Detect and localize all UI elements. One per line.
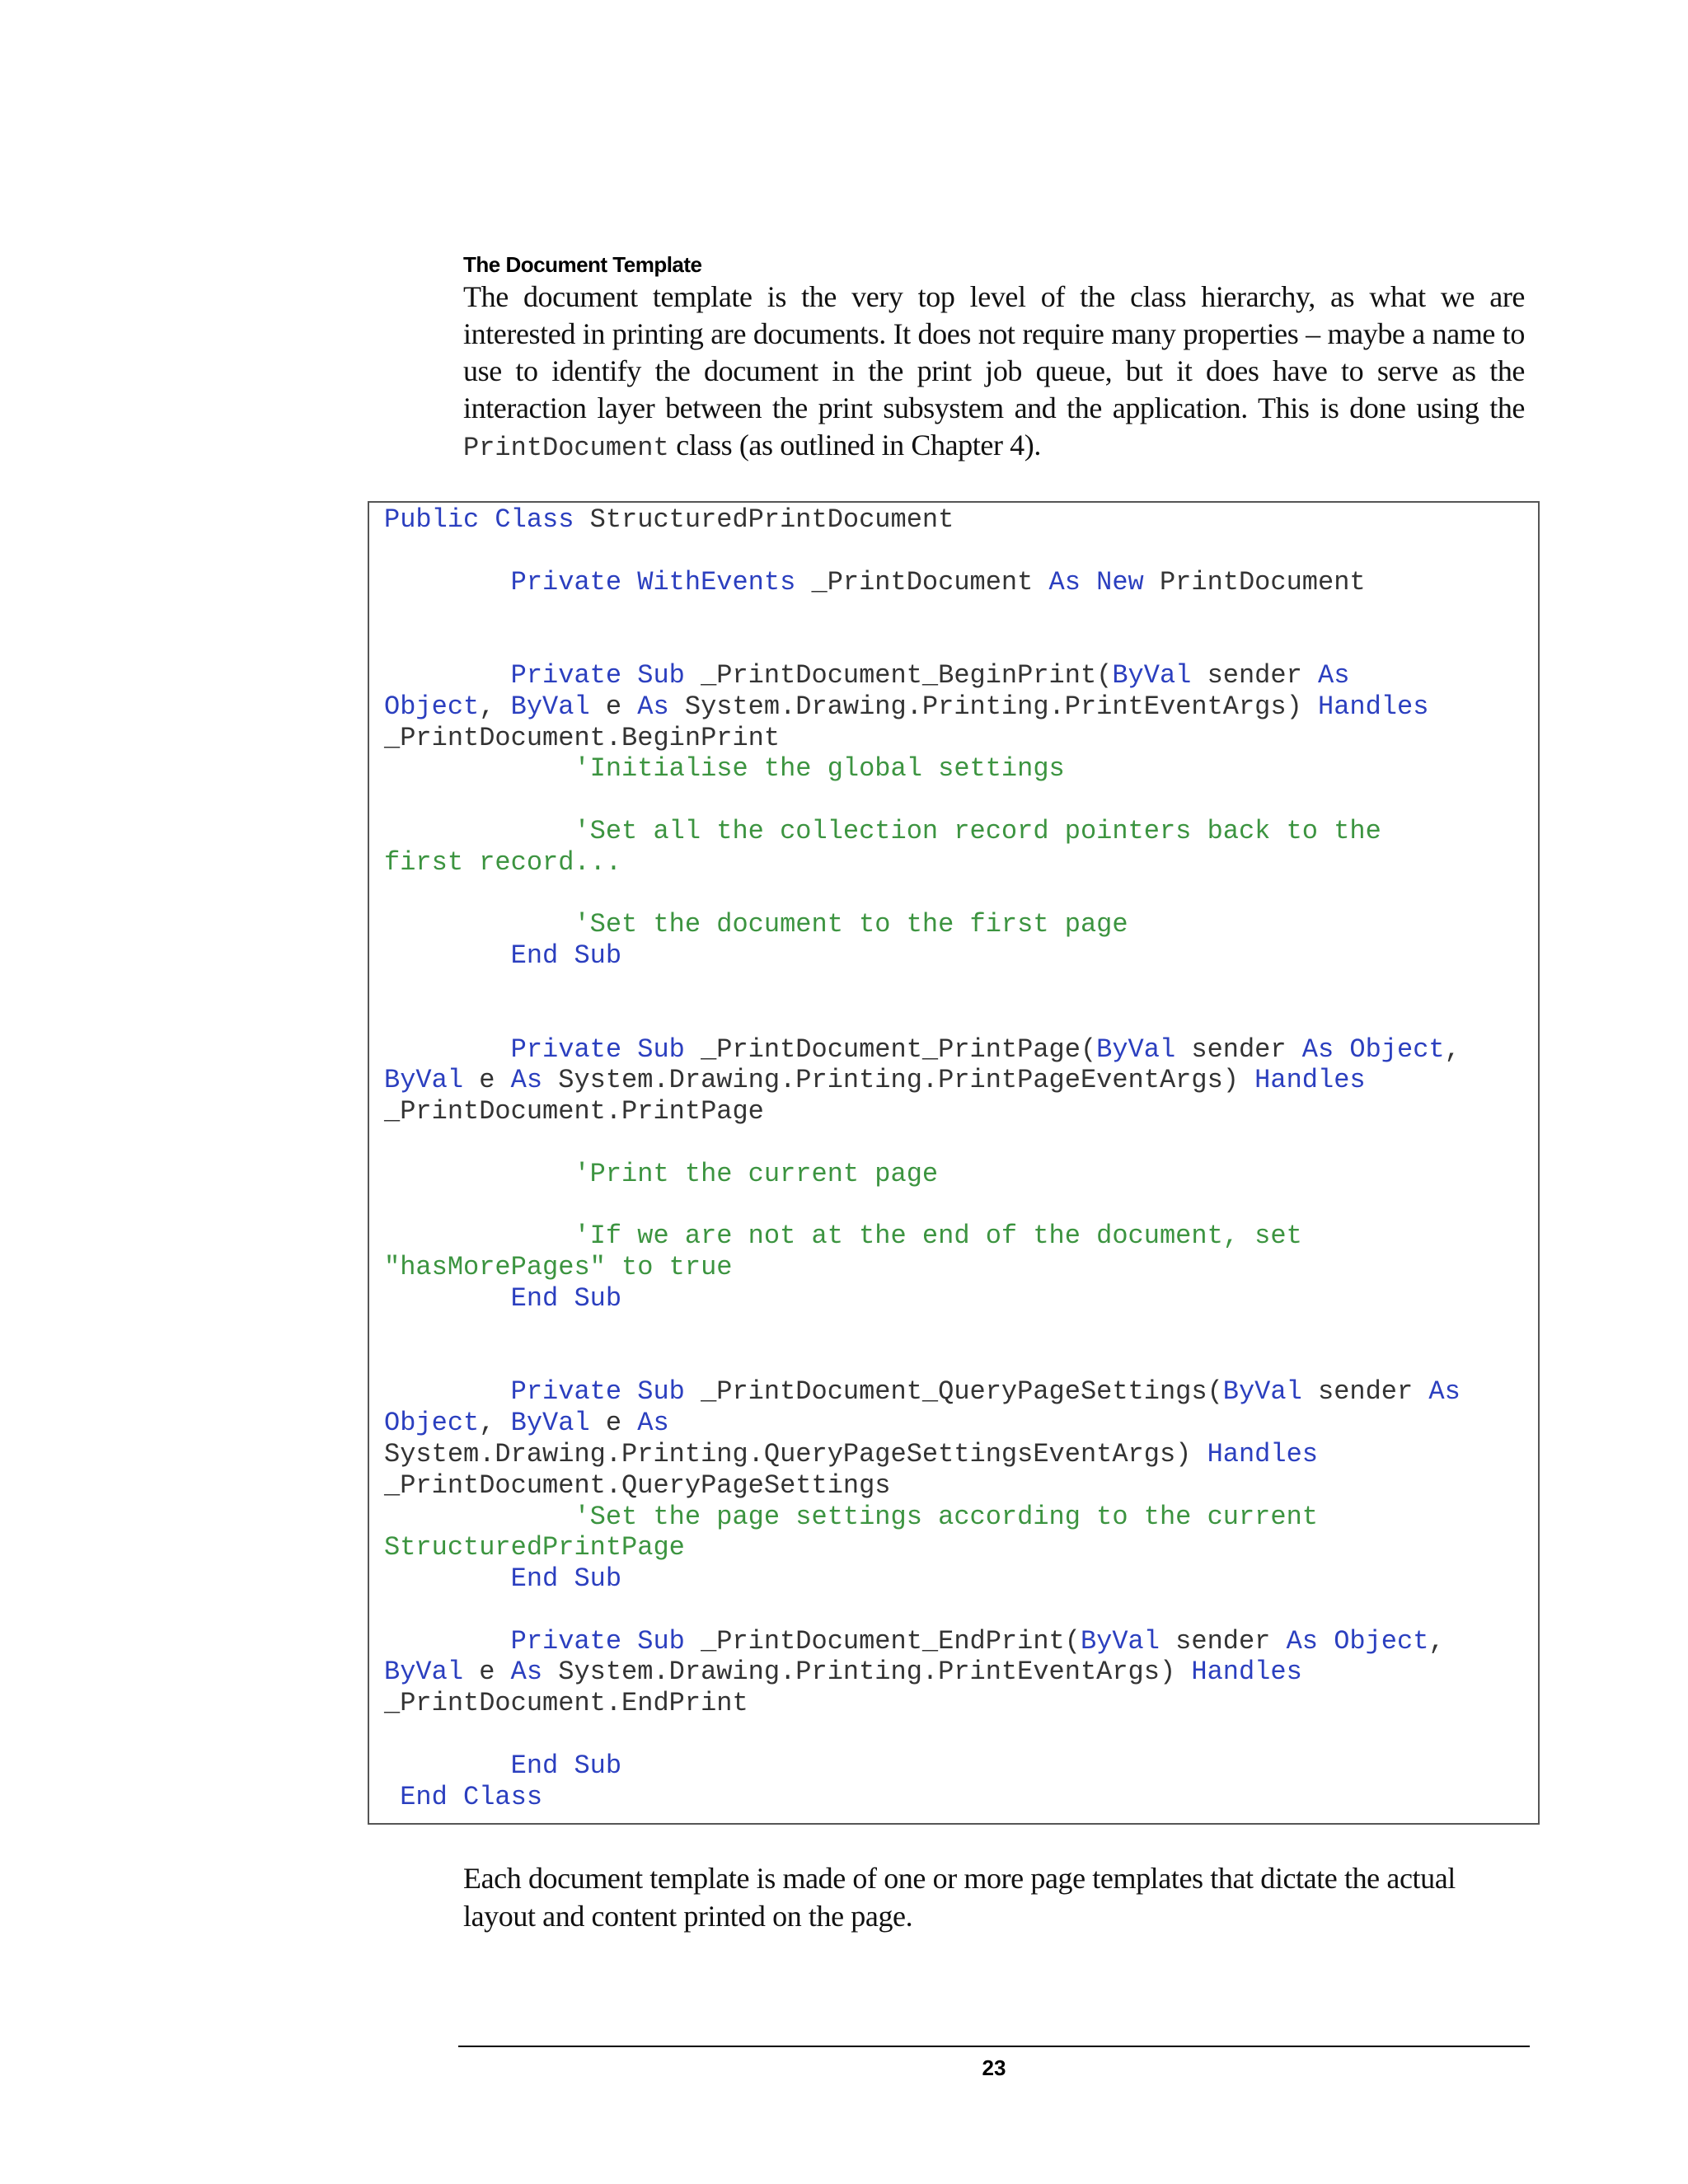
code-keyword: As [1428, 1376, 1461, 1408]
code-keyword: As Object [1286, 1625, 1429, 1657]
code-line [384, 1283, 1461, 1315]
code-comment: 'Set the page settings according to the current [574, 1501, 1318, 1532]
code-line [384, 1159, 1461, 1190]
code-line [384, 660, 1461, 691]
code-keyword: Private Sub [510, 1376, 685, 1408]
code-comment: 'Initialise the global settings [574, 753, 1065, 785]
code-text: , [479, 691, 511, 722]
code-line [384, 1657, 1461, 1688]
code-text: _PrintDocument_PrintPage( [684, 1033, 1097, 1065]
code-keyword: ByVal [1112, 659, 1192, 691]
intro-text-after: class (as outlined in Chapter 4). [668, 429, 1041, 462]
code-text [384, 1626, 511, 1657]
code-line [384, 1532, 1461, 1563]
section-heading: The Document Template [463, 252, 702, 277]
code-keyword: Public Class [384, 504, 574, 535]
code-keyword: Handles [1254, 1065, 1366, 1096]
code-line [384, 1750, 1461, 1782]
code-keyword: ByVal [384, 1657, 464, 1688]
code-text [384, 909, 574, 940]
code-line [384, 940, 1461, 972]
code-keyword: As [510, 1657, 543, 1688]
code-keyword: End Sub [510, 1750, 622, 1781]
code-keyword: Private Sub [510, 1625, 685, 1657]
code-keyword: As [637, 1408, 669, 1439]
code-line [384, 816, 1461, 847]
code-text: sender [1159, 1625, 1287, 1657]
code-text [384, 1376, 511, 1407]
code-text: System.Drawing.Printing.PrintEventArgs) [668, 691, 1318, 722]
code-keyword: As [510, 1065, 543, 1096]
code-comment: 'If we are not at the end of the document, set [574, 1221, 1302, 1252]
code-line [384, 1563, 1461, 1595]
code-text: sender [1191, 659, 1318, 691]
code-keyword: Private WithEvents [510, 566, 796, 598]
code-text [384, 567, 511, 598]
code-line [384, 909, 1461, 940]
code-keyword: ByVal [1096, 1033, 1176, 1065]
code-line [384, 1439, 1461, 1470]
code-text: sender [1301, 1376, 1429, 1408]
code-line [384, 1719, 1461, 1750]
code-line [384, 753, 1461, 785]
code-keyword: Handles [1207, 1438, 1318, 1469]
code-keyword: ByVal [1222, 1376, 1302, 1408]
intro-text-before: The document template is the very top level of the class hierarchy, as what we are interested in printing are documents. It does not require many properties – maybe a name to use to identify the document in the print job queue, but it does have to serve as the interaction layer between the print subsystem and the application. This is done using the [463, 280, 1525, 424]
code-text: e [463, 1657, 511, 1688]
code-text [384, 1782, 400, 1812]
code-line [384, 1034, 1461, 1066]
code-text [384, 816, 574, 846]
code-text [384, 753, 574, 784]
code-comment: 'Print the current page [574, 1158, 939, 1189]
code-comment: 'Set the document to the first page [574, 909, 1128, 940]
code-line [384, 1408, 1461, 1439]
outro-paragraph: Each document template is made of one or more page templates that dictate the actual layout and content printed on the page. [463, 1862, 1456, 1933]
code-text: _PrintDocument.BeginPrint [384, 722, 781, 753]
code-text: , [1428, 1625, 1445, 1657]
code-line [384, 847, 1461, 879]
code-keyword: End Sub [510, 1563, 622, 1595]
code-keyword: Object [384, 1408, 480, 1439]
code-text: _PrintDocument_QueryPageSettings( [684, 1376, 1223, 1408]
code-line [384, 879, 1461, 910]
code-text [384, 1159, 574, 1189]
code-text: e [589, 1408, 638, 1439]
code-line [384, 1688, 1461, 1719]
code-text: e [463, 1065, 511, 1096]
code-line [384, 1127, 1461, 1159]
code-text [384, 1563, 511, 1594]
code-text: PrintDocument [1143, 566, 1366, 598]
code-keyword: Private Sub [510, 659, 685, 691]
code-keyword: ByVal [510, 1408, 590, 1439]
code-line [384, 567, 1461, 598]
code-text: sender [1175, 1033, 1302, 1065]
code-line [384, 1221, 1461, 1252]
code-line [384, 504, 1461, 536]
code-keyword: End Sub [510, 1282, 622, 1314]
code-keyword: ByVal [384, 1065, 464, 1096]
code-comment: "hasMorePages" to true [384, 1252, 733, 1283]
inline-code-printdocument: PrintDocument [463, 433, 669, 463]
code-text: _PrintDocument_EndPrint( [684, 1625, 1081, 1657]
code-text: _PrintDocument_BeginPrint( [684, 659, 1113, 691]
code-line [384, 1782, 1461, 1813]
code-keyword: ByVal [510, 691, 590, 722]
code-comment: StructuredPrintPage [384, 1532, 685, 1563]
code-keyword: As [1317, 659, 1350, 691]
code-keyword: As New [1048, 566, 1144, 598]
code-text: _PrintDocument.PrintPage [384, 1096, 764, 1127]
code-line [384, 1252, 1461, 1283]
code-text: _PrintDocument.EndPrint [384, 1688, 748, 1719]
intro-paragraph [463, 279, 1525, 466]
code-listing [384, 504, 1461, 1812]
code-text: e [589, 691, 638, 722]
code-text: , [479, 1408, 511, 1439]
code-line [384, 629, 1461, 660]
code-line [384, 1626, 1461, 1657]
code-line [384, 536, 1461, 567]
code-keyword: As Object [1301, 1033, 1445, 1065]
code-line [384, 1003, 1461, 1034]
code-line [384, 723, 1461, 754]
footer-divider [458, 2046, 1530, 2047]
code-text: System.Drawing.Printing.PrintPageEventArgs) [542, 1065, 1255, 1096]
code-line [384, 1315, 1461, 1346]
code-text: System.Drawing.Printing.PrintEventArgs) [542, 1657, 1192, 1688]
code-line [384, 1502, 1461, 1533]
code-keyword: End Sub [510, 940, 622, 972]
code-text: System.Drawing.Printing.QueryPageSettingsEventArgs) [384, 1438, 1207, 1469]
code-keyword: Private Sub [510, 1033, 685, 1065]
code-text [384, 660, 511, 691]
code-text [384, 1750, 511, 1781]
code-line [384, 598, 1461, 629]
code-line [384, 1190, 1461, 1221]
code-keyword: Handles [1317, 691, 1429, 722]
code-keyword: Object [384, 691, 480, 722]
code-line [384, 1595, 1461, 1626]
page-number: 23 [982, 2055, 1006, 2080]
code-text [384, 1034, 511, 1065]
code-comment: 'Set all the collection record pointers back to the [574, 815, 1381, 846]
code-text: , [1444, 1033, 1461, 1065]
code-text: _PrintDocument.QueryPageSettings [384, 1469, 891, 1501]
code-listing-box [368, 501, 1540, 1825]
code-line [384, 1346, 1461, 1377]
code-text [384, 1502, 574, 1532]
code-comment: first record... [384, 846, 622, 878]
code-keyword: End Class [400, 1781, 543, 1812]
code-line [384, 1065, 1461, 1096]
code-line [384, 972, 1461, 1003]
code-keyword: Handles [1191, 1657, 1302, 1688]
code-line [384, 785, 1461, 816]
code-line [384, 1470, 1461, 1502]
code-text [384, 1283, 511, 1314]
code-text [384, 940, 511, 971]
code-line [384, 1096, 1461, 1127]
code-line [384, 691, 1461, 723]
code-keyword: ByVal [1080, 1625, 1160, 1657]
code-text: _PrintDocument [795, 566, 1049, 598]
code-line [384, 1376, 1461, 1408]
code-keyword: As [637, 691, 669, 722]
code-text [384, 1221, 574, 1251]
code-text: StructuredPrintDocument [574, 504, 954, 535]
